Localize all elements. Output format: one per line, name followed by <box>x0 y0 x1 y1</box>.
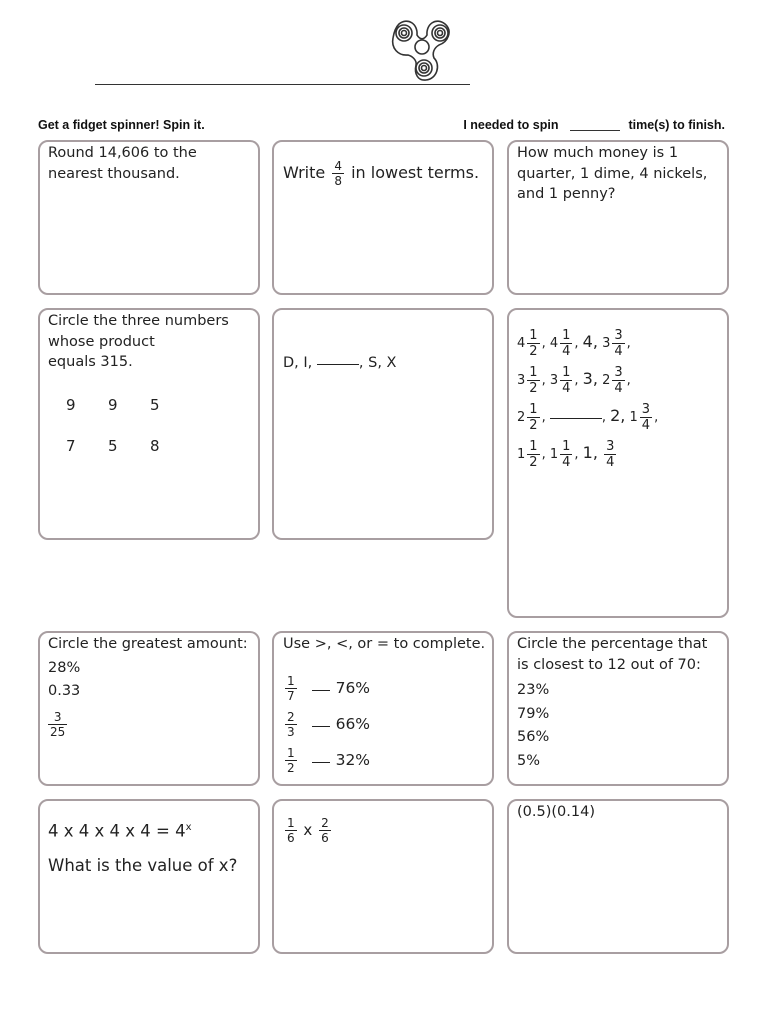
equation: 4 x 4 x 4 x $4 = 4^x$ <box>48 821 192 841</box>
comparison-blank[interactable] <box>312 726 330 727</box>
comparison-row: $\frac{2}{3}$ 66% <box>287 710 371 739</box>
comparison-row: $\frac{1}{7}$ 76% <box>287 674 371 703</box>
problem-text: Circle the greatest amount: <box>48 636 248 652</box>
spin-count-blank[interactable] <box>570 130 620 131</box>
number-option[interactable]: 7 <box>66 437 76 455</box>
number-option[interactable]: 5 <box>150 396 160 414</box>
amount-option[interactable]: $\frac{3}{25}$ <box>50 709 66 739</box>
comparison-row: $\frac{1}{2}$ 32% <box>287 746 371 775</box>
problem-text: What is the value of x? <box>48 856 238 875</box>
number-option[interactable]: 9 <box>66 396 76 414</box>
number-option[interactable]: 5 <box>108 437 118 455</box>
problem-text: (0.5)(0.14) <box>517 804 595 820</box>
mixed-number-sequence-row: 1 $\frac{1}{2}$ , 1 $\frac{1}{4}$ , 1, $\frac{3}{4}$ <box>517 439 615 470</box>
percentage-option[interactable]: 79% <box>517 705 550 722</box>
problem-text: quarter, 1 dime, 4 nickels, <box>517 165 708 182</box>
problem-text: is closest to 12 out of 70: <box>517 656 701 673</box>
mixed-number-sequence-row: 3 $\frac{1}{2}$ , 3 $\frac{1}{4}$ , 3, 2 $\frac{3}{4}$ , <box>517 365 631 396</box>
problem-text: Circle the percentage that <box>517 636 708 652</box>
percentage-option[interactable]: 56% <box>517 729 550 745</box>
problem-box-9[interactable] <box>507 631 729 786</box>
problem-box-6[interactable] <box>507 308 729 618</box>
problem-text: Circle the three numbers <box>48 313 229 329</box>
problem-text: equals 315. <box>48 354 133 370</box>
percentage-option[interactable]: 23% <box>517 682 550 698</box>
problem-text: whose product <box>48 333 155 350</box>
spin-count-label: I needed to spin time(s) to finish. <box>463 118 725 132</box>
problem-box-12[interactable] <box>507 799 729 954</box>
problem-text: Use >, <, or = to complete. <box>283 636 486 652</box>
comparison-blank[interactable] <box>312 762 330 763</box>
sequence-blank[interactable] <box>317 364 359 365</box>
problem-box-1[interactable] <box>38 140 260 295</box>
percentage-option[interactable]: 5% <box>517 752 541 769</box>
name-line[interactable] <box>95 84 470 85</box>
number-option[interactable]: 8 <box>150 437 160 455</box>
problem-box-10[interactable] <box>38 799 260 954</box>
problem-text: Round 14,606 to the <box>48 145 197 161</box>
problem-box-5[interactable] <box>272 308 494 540</box>
problem-box-2[interactable] <box>272 140 494 295</box>
problem-text: Write $\frac{4}{8}$ in lowest terms. <box>283 159 480 188</box>
comparison-blank[interactable] <box>312 690 330 691</box>
amount-option[interactable]: 28% <box>48 659 81 676</box>
problem-text: How much money is 1 <box>517 145 679 161</box>
fidget-spinner-icon <box>384 18 460 84</box>
problem-text: and 1 penny? <box>517 186 616 202</box>
sequence-blank[interactable] <box>550 418 602 419</box>
mixed-number-sequence-row: 2 $\frac{1}{2}$ , , 2, 1 $\frac{3}{4}$ , <box>517 402 659 433</box>
amount-option[interactable]: 0.33 <box>48 683 81 699</box>
number-option[interactable]: 9 <box>108 396 118 414</box>
problem-text: nearest thousand. <box>48 165 180 182</box>
letter-sequence: D, I, , S, X <box>283 355 397 371</box>
instructions-text: Get a fidget spinner! Spin it. <box>38 118 205 132</box>
problem-box-7[interactable] <box>38 631 260 786</box>
problem-box-3[interactable] <box>507 140 729 295</box>
fraction-expression: $\frac{1}{6}$ x $\frac{2}{6}$ <box>287 816 329 845</box>
problem-box-11[interactable] <box>272 799 494 954</box>
problem-box-4[interactable] <box>38 308 260 540</box>
problem-box-8[interactable] <box>272 631 494 786</box>
mixed-number-sequence-row: 4 $\frac{1}{2}$ , 4 $\frac{1}{4}$ , 4, 3 $\frac{3}{4}$ , <box>517 328 631 359</box>
